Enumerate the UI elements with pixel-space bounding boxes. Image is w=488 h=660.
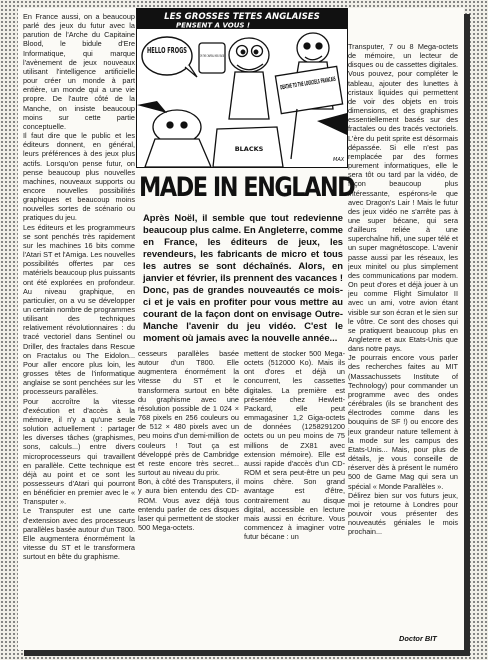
paragraph: Transputer, 7 ou 8 Mega-octets de mémoire, un lecteur de disques ou de cassettes digitales. Vous pouvez, pour compléter le tableau, ajouter des lunettes à cristaux liquides qui permettent de voir des objets en trois dimensions, et des graphismes essentiellement basés sur des fractales ou des tracés vectoriels. L'ère du petit sprite est désormais dépassée. Si elle n'est pas remplacée par des formes purement informatiques, elle le sera tôt ou tard par la vidéo, de façon beaucoup plus intéressante, espérons-le que avec Dragon's Lair ! Mais le futur des jeux vidéo ne s'arrête pas à une super bécane, qui sera d'ailleurs reliée à une superchaîne hifi, une super télé et un super magnétoscope. L'avenir passe aussi par les réseaux, les jeux minitel ou plus simplement des communications par modem. On peut d'ores et déjà jouer à un jeu comme Flight Simulator II avec un ami, votre avion étant visible sur son écran et le sien sur le vôtre. Ce sont des choses qui se pratiquent beaucoup plus en Angleterre et aux Etats-Unis que dans notre pays. xyxy=(348,42,458,354)
article-title: MADE IN ENGLAND xyxy=(139,172,355,203)
hatbox-text: OR THE CHAPEAU MOU SNOB xyxy=(200,53,225,58)
eye-icon xyxy=(181,122,187,128)
pupil-icon xyxy=(241,50,245,54)
paragraph: Je pourrais encore vous parler des recherches faites au MIT (Massachussets Institute of Technology) pour commander un programme avec des ondes cérébrales (ils se branchent des électrodes comme dans les bouquins de SF !) ou encore des jeux grandeur nature tellement à la mode sur les campus des Etats-Unis... Mais, pour plus de détails, je vous conseille de réserver dès à présent le numéro 500 de Game Mag qui sera un spécial « Monde Parallèles ». xyxy=(348,353,458,491)
article-lead: Après Noël, il semble que tout redevienne beaucoup plus calme. En Angleterre, comme en France, les éditeurs de jeux, les revendeurs, les fabricants de micro et tous les autres se sont déchaînés. Alors, en janvier et février, ils prennent des vacances ! Donc, pas de grandes nouveautés ce mois-ci et je vais en profiter pour vous mettre au courant de la façon dont on envisage Outre-Manche l'avenir du jeu vidéo. C'est le moment où jamais avec la nouvelle année... xyxy=(143,212,343,344)
bubble-tail xyxy=(185,65,197,77)
eye-icon xyxy=(316,43,322,49)
eye-icon xyxy=(167,122,173,128)
author-signature: Doctor BIT xyxy=(399,634,437,643)
hatbox xyxy=(199,43,225,73)
eye-icon xyxy=(304,43,310,49)
banner-line-1: LES GROSSES TETES ANGLAISES xyxy=(164,12,320,22)
paragraph: Pour accroître la vitesse d'exécution et d'accès à la mémoire, il n'y a qu'une seule solution actuellement : partager les diverses tâches (graphismes, sons, calculs...) entre divers microprocesseurs qui travaillent en parallèle. Cette technique est déjà au point et ce sont les possesseurs d'Atari qui pourront en bénéficier en premier avec le « Transputer ». xyxy=(23,396,135,507)
big-head xyxy=(229,38,269,72)
artist-signature: MAX xyxy=(333,157,345,163)
sign-pole xyxy=(291,109,297,159)
column-right xyxy=(348,42,458,642)
body-shape xyxy=(229,72,269,119)
paragraph: cesseurs parallèles basée autour d'un T800. Elle augmentera énormément la vitesse du ST et le transformera surtout en bête du graphisme avec une résolution possible de 1 024 × 768 pixels en 256 couleurs ou de 512 × 480 pixels avec un peu moins d'un demi-million de couleurs ! Tout ça est développé près de Cambridge et reste encore très secret... surtout au niveau du prix. xyxy=(138,349,239,478)
lower-label: BLACKS xyxy=(234,145,264,153)
bubble-text: HELLO FROGS xyxy=(147,46,187,55)
paragraph: Bon, à côté des Transputers, il y aura bien entendu des CD-ROM. Vous avez déjà tous entendu parler de ces disques laser qui permettent de stocker 500 Mega-octets. xyxy=(138,477,239,532)
pupil-icon xyxy=(254,50,258,54)
right-head xyxy=(297,33,329,63)
column-left xyxy=(23,12,135,644)
cartoon-illustration xyxy=(136,8,348,168)
paragraph: mettent de stocker 500 Mega-octets (512000 Ko). Mais ils ont d'ores et déjà un concurrent, les cassettes digitales. La première est présentée chez Hewlett-Packard, elle peut emmagasiner 1,2 Giga-octets de données (1258291200 octets ou un peu moins de 75 millions de ZX81 avec extension mémoire). Elle est aussi rapide d'accès d'un CD-ROM et sera peut-être un peu moins chère. Son grand avantage est d'être, contrairement au disque digital, accessible en lecture mais aussi en écriture. Vous commencez à imaginer votre futur bécane : un xyxy=(244,349,345,542)
banner-line-2: PENSENT A VOUS ! xyxy=(175,21,251,30)
paragraph: Délirez bien sur vos futurs jeux, moi je retourne à Londres pour pouvoir vous présenter des nouveautés géniales le mois prochain... xyxy=(348,490,458,537)
paragraph: Il faut dire que le public et les éditeurs donnent, en général, leurs préférences à des jeux plus actifs. Lorsqu'on pense futur, on pense beaucoup plus nouvelles machines, nouveaux supports ou encore nouvelles possibilités graphiques et beaucoup moins nouvelles sortes de scénario ou pratiques du jeu. xyxy=(23,131,135,223)
paragraph: En France aussi, on a beaucoup parlé des jeux du futur avec la parution de l'Arche du Capitaine Blood, le bidule d'Ere Informatique, qui marque l'avènement de jeux nouveaux utilisant l'intelligence artificielle pour créer un monde à part entière, un monde qui a une vie propre. De l'autre côté de la Manche, on insiste beaucoup moins sur cette partie conceptuelle. xyxy=(23,12,135,131)
cartoon-drawing xyxy=(137,9,347,167)
paragraph: Le Transputer est une carte d'extension avec des processeurs parallèles basée autour d'un T800. Elle augmentera énormément la vitesse du ST et le transformera surtout en bête du graphisme. xyxy=(23,506,135,562)
magazine-page xyxy=(18,8,464,650)
left-figure-body xyxy=(145,139,211,167)
column-middle-left xyxy=(138,349,239,641)
column-middle-right xyxy=(244,349,345,641)
speech-bubble xyxy=(142,37,192,75)
paragraph: Les éditeurs et les programmeurs se sont penchés très rapidement sur les machines 16 bits comme l'Atari ST et l'Amiga. Les nouvelles possibilités offertes par ces matériels beaucoup plus puissants ont été explorées en profondeur. Au niveau graphique, en particulier, on a vu se développer un certain nombre de programmes utilisant des techniques relativement révolutionnaires : du tracé vectoriel dans Sentinel ou Driller, des fractales dans Rescue on Fractalus ou The Eidolon... Pour aller encore plus loin, les grosses têtes de l'informatique anglaise se sont penchées sur les processeurs parallèles. xyxy=(23,222,135,397)
